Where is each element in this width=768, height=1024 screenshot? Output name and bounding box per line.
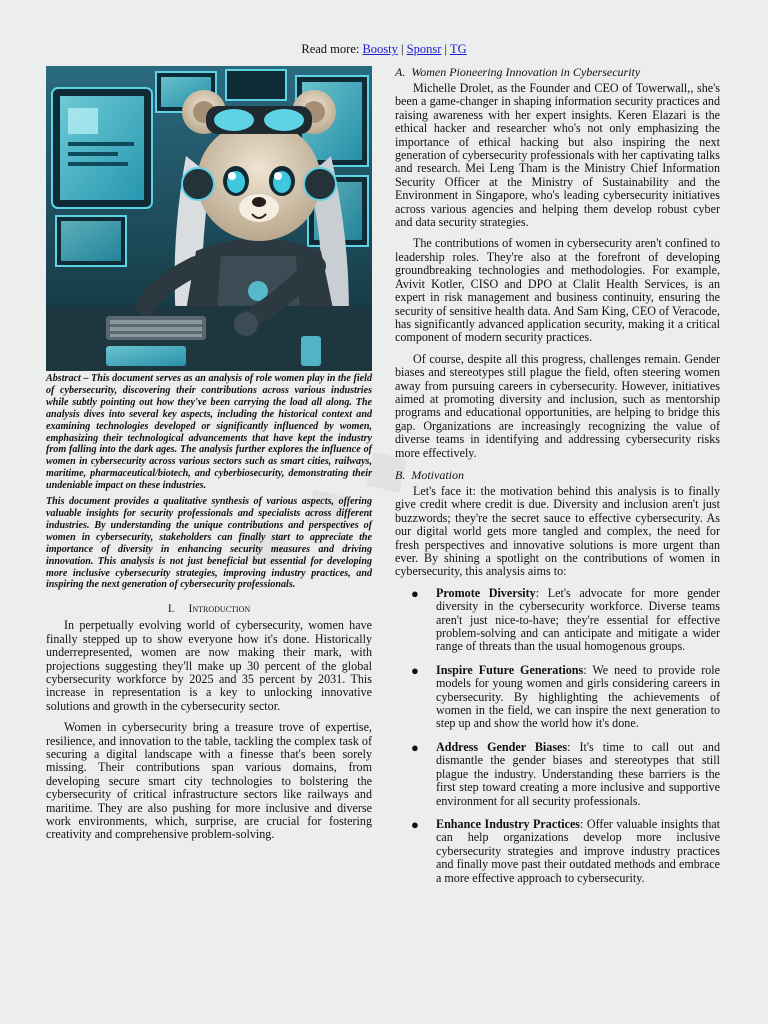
subsection-title: Women Pioneering Innovation in Cybersecurity	[411, 65, 641, 79]
list-item-text: : Offer valuable insights that can help organizations develop more inclusive cybersecurity strategies and improve industry practices and finally move past their outdated methods and embrace a more effective approach to cybersecurity.	[436, 816, 721, 885]
subsection-heading-a	[395, 65, 720, 80]
section-heading-introduction	[46, 603, 372, 615]
body-paragraph: Of course, despite all this progress, challenges remain. Gender biases and stereotypes still plague the field, often steering women away from pursuing careers in cybersecurity. However, initiatives aimed at promoting diversity and inclusion, such as mentorship programs and educational opportunities, are helping to bridge this gap. Organizations are increasingly recognizing the value of diverse teams in identifying and addressing cybersecurity risks more effectively.	[395, 351, 720, 460]
subsection-letter: A.	[395, 65, 406, 79]
right-column	[395, 64, 720, 895]
body-paragraph: The contributions of women in cybersecurity aren't confined to leadership roles. They're also at the forefront of developing groundbreaking technologies and methodologies. For example, Avivit Kotler, CISO and DPO at Clalit Health Services, is an expert in risk management and business continuity, ensuring the security of sensitive health data. And Sam King, CEO of Veracode, has significantly advanced application security, making it a critical component of modern security practices.	[395, 236, 720, 345]
motivation-list	[395, 587, 720, 885]
link-separator: |	[444, 42, 448, 56]
boosty-link[interactable]: Boosty	[362, 42, 398, 56]
section-number: I.	[167, 603, 175, 616]
left-column	[46, 66, 372, 850]
bullet-icon: ●	[411, 816, 419, 832]
list-item-text: : Let's advocate for more gender diversity in the cybersecurity workforce. Diverse teams aren't just nice-to-have; they're essential for effective problem-solving and can anticipate and mitigate a wider range of threats than the usual homogenous groups.	[436, 585, 720, 654]
list-item	[395, 818, 720, 885]
read-more-label: Read more:	[301, 42, 360, 56]
list-item-term: Inspire Future Generations	[436, 662, 584, 677]
abstract-paragraph: Abstract – This document serves as an analysis of role women play in the field of cybersecurity, discovering their contributions across various industries while subtly pointing out how they've been carrying the load all along. The analysis dives into several key aspects, including the historical context and examining technologies developed or significantly influenced by women, emphasizing their technological advancements that have kept the industry from falling into the dark ages. The analysis further explores the influence of women in cybersecurity across various sectors such as smart cities, railways, maritime, pharmaceutical/biotech, and cyberbiosecurity, demonstrating their undeniable impact on these industries.	[46, 373, 372, 492]
list-item-text: : We need to provide role models for young women and girls considering careers in cybersecurity. By highlighting the achievements of women in the field, we can inspire the next generation to step up and show the world how it's done.	[436, 662, 720, 731]
tg-link[interactable]: TG	[449, 42, 467, 56]
sponsr-link[interactable]: Sponsr	[406, 42, 442, 56]
list-item-text: : It's time to call out and dismantle the gender biases and stereotypes that still plague the industry. Understanding these barriers is the first step toward creating a more inclusive and supportive environment for all security professionals.	[436, 739, 720, 808]
abstract-paragraph: This document provides a qualitative synthesis of various aspects, offering valuable insights for security professionals and specialists across different industries. By understanding the unique contributions and perspectives of women in cybersecurity, stakeholders can finally start to appreciate the importance of diversity in enhancing security measures and driving innovation. This analysis is not just beneficial but essential for developing more inclusive cybersecurity strategies, improving industry practices, and inspiring the next generation of cybersecurity professionals.	[46, 496, 372, 591]
list-item	[395, 741, 720, 808]
list-item	[395, 587, 720, 654]
list-item-term: Promote Diversity	[436, 585, 536, 600]
bullet-icon: ●	[411, 585, 419, 601]
body-paragraph: Let's face it: the motivation behind this analysis is to finally give credit where credit is due. Diversity and inclusion aren't just buzzwords; they're the secret sauce to effective cybersecurity. As our digital world gets more tangled and complex, the need for fresh perspectives and innovative solutions is more urgent than ever. By shining a spotlight on the contributions of women in cybersecurity, this analysis aims to:	[395, 483, 720, 579]
list-item	[395, 664, 720, 731]
subsection-letter: B.	[395, 467, 406, 482]
bullet-icon: ●	[411, 662, 419, 678]
body-paragraph: Women in cybersecurity bring a treasure trove of expertise, resilience, and innovation to the table, tackling the complex task of securing a digital landscape with a finesse that's been sorely missing. Their contributions span various domains, from developing secure smart city technologies to bolstering the cybersecurity of critical infrastructure sectors like railways and maritime. They are also pushing for more inclusive and diverse work environments, which, surprise, are crucial for fostering creativity and comprehensive problem-solving.	[46, 720, 372, 842]
body-paragraph: In perpetually evolving world of cybersecurity, women have finally stepped up to show everyone how it's done. Historically underrepresented, women are now making their mark, with projections suggesting they'll make up 30 percent of the global cybersecurity workforce by 2025 and 35 percent by 2031. This increase in representation is a key to unlocking innovative solutions and growth in the cybersecurity sector.	[46, 618, 372, 713]
section-title: Introduction	[188, 603, 251, 616]
body-paragraph: Michelle Drolet, as the Founder and CEO of Towerwall,, she's been a game-changer in shaping information security practices and raising awareness with her expert insights. Keren Elazari is the ethical hacker and researcher who's not only emphasizing the importance of ethical hacking but also inspiring the next generation of cybersecurity professionals with her captivating talks and research. Mei Leng Tham is the Ministry Chief Information Security Officer at the Ministry of Sustainability and the Environment in Singapore, who's leading cybersecurity initiatives across various agencies and helping them develop robust cyber and data security strategies.	[395, 81, 720, 230]
robot-bear-hacker-illustration	[46, 66, 372, 371]
subsection-title: Motivation	[411, 467, 465, 482]
bullet-icon: ●	[411, 739, 419, 755]
link-separator: |	[401, 42, 404, 56]
list-item-term: Address Gender Biases	[436, 739, 568, 754]
read-more-header	[0, 42, 768, 57]
list-item-term: Enhance Industry Practices	[436, 816, 581, 831]
subsection-heading-b	[395, 468, 720, 483]
